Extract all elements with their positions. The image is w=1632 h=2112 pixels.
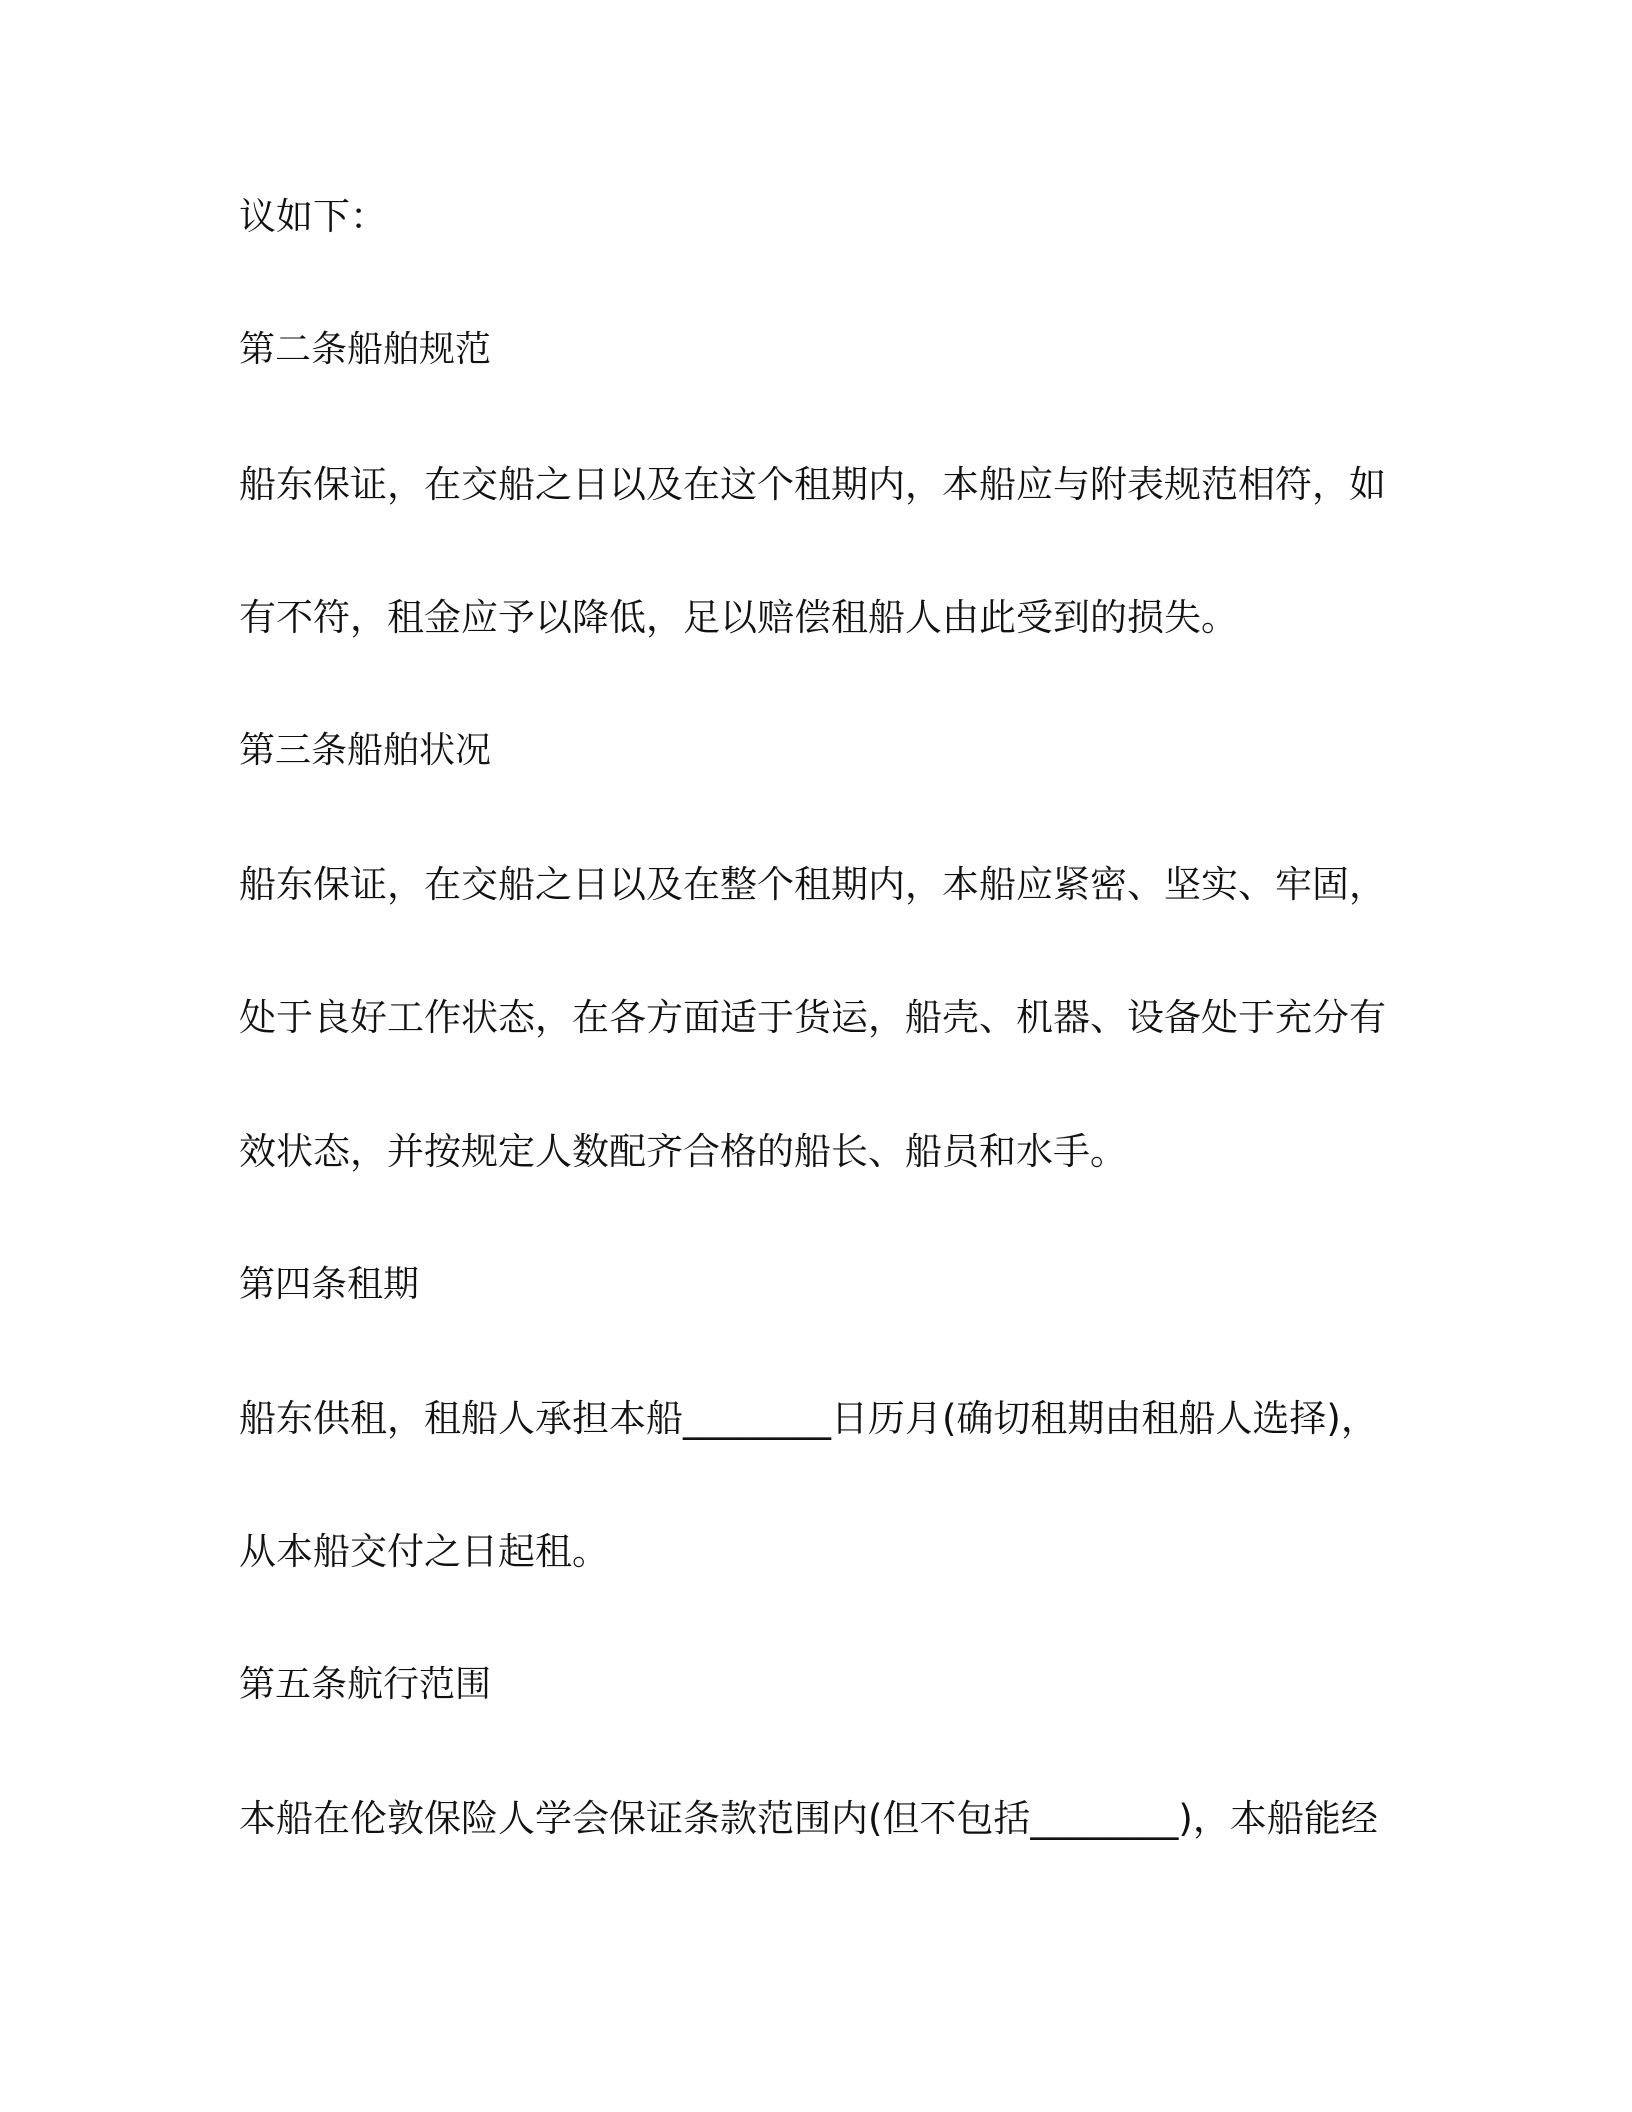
article-3-text-line-1: 船东保证，在交船之日以及在整个租期内，本船应紧密、坚实、牢固， xyxy=(239,863,1386,906)
article-2-heading: 第二条船舶规范 xyxy=(239,329,492,370)
article-4-text-line-1: 船东供租，租船人承担本船________日历月(确切租期由租船人选择)， xyxy=(239,1397,1378,1440)
text-line-intro: 议如下： xyxy=(239,195,387,238)
article-3-text-line-3: 效状态，并按规定人数配齐合格的船长、船员和水手。 xyxy=(239,1130,1127,1173)
article-3-heading: 第三条船舶状况 xyxy=(239,730,492,771)
article-4-heading: 第四条租期 xyxy=(239,1264,420,1305)
article-5-heading: 第五条航行范围 xyxy=(239,1664,492,1705)
article-4-text-line-2: 从本船交付之日起租。 xyxy=(239,1530,609,1573)
article-2-text-line-2: 有不符，租金应予以降低，足以赔偿租船人由此受到的损失。 xyxy=(239,596,1238,639)
article-3-text-line-2: 处于良好工作状态，在各方面适于货运，船壳、机器、设备处于充分有 xyxy=(239,996,1386,1039)
article-2-text-line-1: 船东保证，在交船之日以及在这个租期内，本船应与附表规范相符，如 xyxy=(239,463,1386,506)
article-5-text-line-1: 本船在伦敦保险人学会保证条款范围内(但不包括________)，本船能经 xyxy=(239,1797,1378,1840)
